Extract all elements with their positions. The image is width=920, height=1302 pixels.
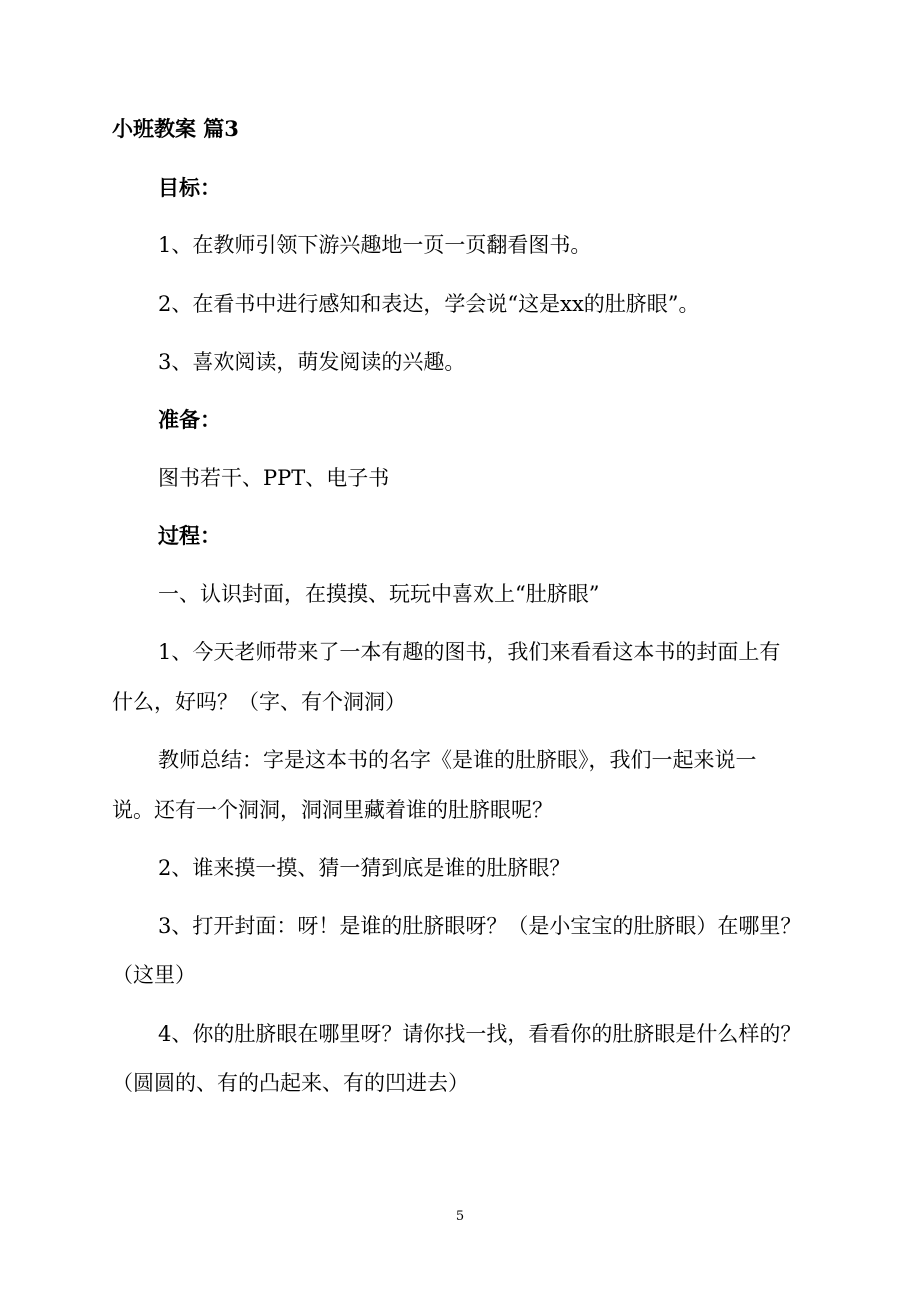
process-paragraph-line: 1、今天老师带来了一本有趣的图书，我们来看看这本书的封面上有 xyxy=(158,640,781,664)
process-paragraph-line: 4、你的肚脐眼在哪里呀？请你找一找，看看你的肚脐眼是什么样的？ xyxy=(158,1022,802,1046)
process-paragraph-line: （这里） xyxy=(112,963,196,987)
page-number: 5 xyxy=(455,1209,465,1224)
prep-heading: 准备： xyxy=(158,407,221,432)
process-paragraph-line: 教师总结：字是这本书的名字《是谁的肚脐眼》，我们一起来说一 xyxy=(158,748,757,772)
goal-item: 3、喜欢阅读，萌发阅读的兴趣。 xyxy=(158,350,466,374)
document-title: 小班教案 篇3 xyxy=(112,116,239,141)
goal-item: 2、在看书中进行感知和表达，学会说“这是xx的肚脐眼”。 xyxy=(158,292,700,316)
process-paragraph-line: 3、打开封面：呀！是谁的肚脐眼呀？（是小宝宝的肚脐眼）在哪里？ xyxy=(158,914,802,938)
prep-text: 图书若干、PPT、电子书 xyxy=(158,466,390,490)
process-paragraph-line: 说。还有一个洞洞，洞洞里藏着谁的肚脐眼呢？ xyxy=(112,798,553,822)
process-paragraph-line: （圆圆的、有的凸起来、有的凹进去） xyxy=(112,1071,469,1095)
step1-heading: 一、认识封面，在摸摸、玩玩中喜欢上“肚脐眼” xyxy=(158,582,600,606)
process-heading: 过程： xyxy=(158,523,221,548)
process-paragraph-line: 2、谁来摸一摸、猜一猜到底是谁的肚脐眼？ xyxy=(158,856,571,880)
goals-heading: 目标： xyxy=(158,175,221,200)
process-paragraph-line: 什么，好吗？（字、有个洞洞） xyxy=(112,690,406,714)
goal-item: 1、在教师引领下游兴趣地一页一页翻看图书。 xyxy=(158,233,592,257)
